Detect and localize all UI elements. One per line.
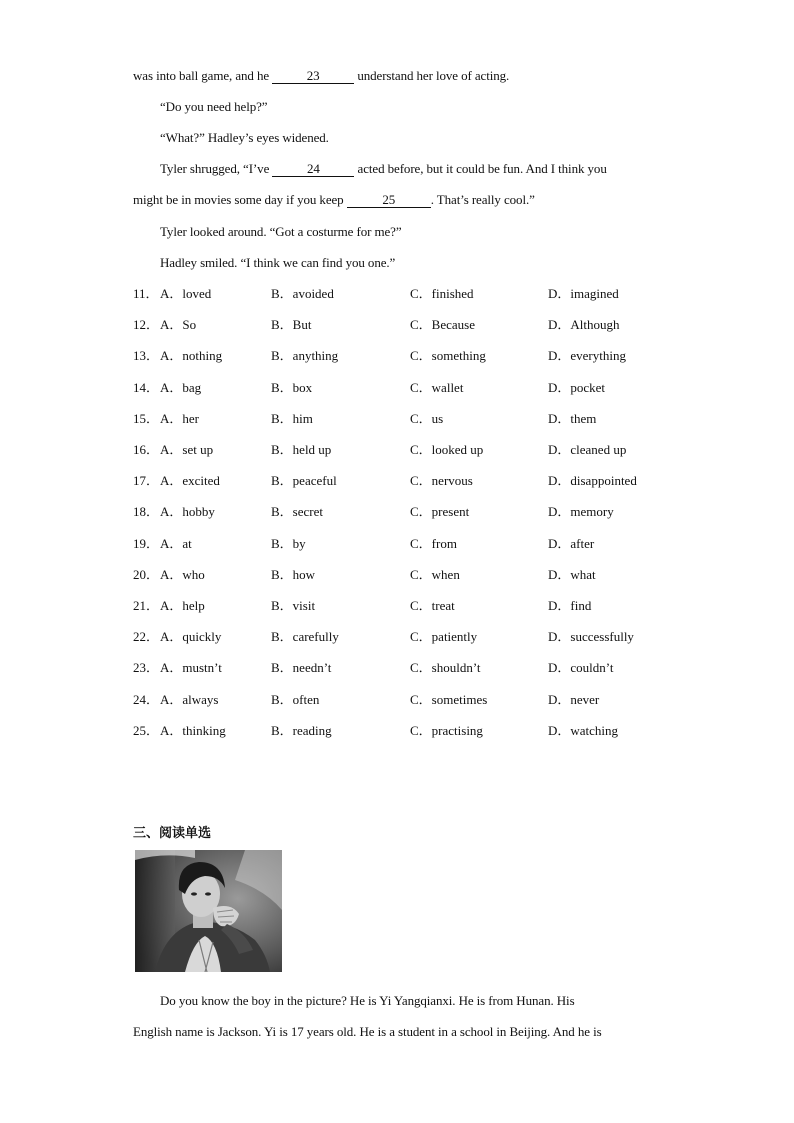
question-row: 20． A．who B．how C．when D．what — [133, 567, 596, 582]
blank-24: 24 — [272, 162, 354, 177]
question-row: 24． A．always B．often C．sometimes D．never — [133, 692, 600, 707]
question-row: 22． A．quickly B．carefully C．patiently D．successfully — [133, 629, 634, 644]
question-row: 19． A．at B．by C．from D．after — [133, 536, 595, 551]
boy-photo — [135, 850, 282, 972]
question-row: 21． A．help B．visit C．treat D．find — [133, 598, 592, 613]
passage-line: might be in movies some day if you keep 25 . That’s really cool.” — [133, 192, 535, 207]
question-row: 18． A．hobby B．secret C．present D．memory — [133, 504, 614, 519]
passage-line: Tyler looked around. “Got a costurme for me?” — [160, 224, 402, 239]
blank-23: 23 — [272, 69, 354, 84]
question-row: 23． A．mustn’t B．needn’t C．shouldn’t D．couldn’t — [133, 660, 614, 675]
blank-25: 25 — [347, 193, 431, 208]
passage-line: “What?” Hadley’s eyes widened. — [160, 130, 329, 145]
question-row: 12． A．So B．But C．Because D．Although — [133, 317, 620, 332]
question-row: 17． A．excited B．peaceful C．nervous D．disappointed — [133, 473, 637, 488]
section-title: 三、阅读单选 — [133, 826, 212, 841]
question-row: 15． A．her B．him C．us D．them — [133, 411, 597, 426]
passage-line: “Do you need help?” — [160, 99, 268, 114]
passage-line: was into ball game, and he 23 understand her love of acting. — [133, 68, 510, 83]
passage-line: Tyler shrugged, “I’ve 24 acted before, but it could be fun. And I think you — [160, 161, 607, 176]
boy-photo-image — [135, 850, 282, 972]
question-row: 14． A．bag B．box C．wallet D．pocket — [133, 380, 606, 395]
question-row: 13． A．nothing B．anything C．something D．everything — [133, 348, 626, 363]
question-row: 25． A．thinking B．reading C．practising D．watching — [133, 723, 619, 738]
question-row: 11． A．loved B．avoided C．finished D．imagined — [133, 286, 619, 301]
reading-line: Do you know the boy in the picture? He is Yi Yangqianxi. He is from Hunan. His — [160, 993, 575, 1008]
reading-line: English name is Jackson. Yi is 17 years old. He is a student in a school in Beijing. And he is — [133, 1024, 602, 1039]
passage-line: Hadley smiled. “I think we can find you one.” — [160, 255, 396, 270]
question-row: 16． A．set up B．held up C．looked up D．cleaned up — [133, 442, 627, 457]
